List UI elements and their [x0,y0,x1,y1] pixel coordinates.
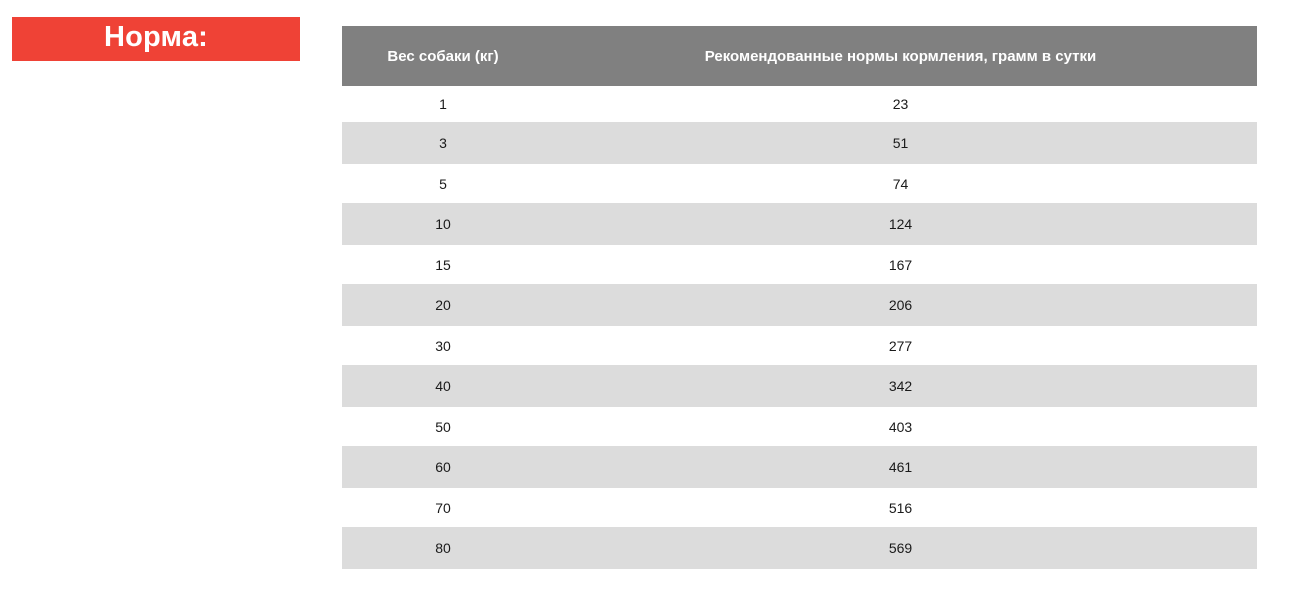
norm-cell: 206 [544,284,1257,326]
table-row [342,164,1257,203]
section-title: Норма: [103,21,209,53]
norm-cell: 569 [544,527,1257,569]
feeding-norms-table [342,26,1257,569]
table-row [342,488,1257,527]
section-title-badge [12,17,300,61]
weight-cell: 20 [342,284,544,326]
table-row [342,284,1257,326]
norm-cell: 51 [544,122,1257,164]
weight-cell: 80 [342,527,544,569]
table-row [342,446,1257,488]
norm-cell: 124 [544,203,1257,245]
weight-cell: 60 [342,446,544,488]
table-row [342,86,1257,122]
weight-cell: 3 [342,122,544,164]
norm-cell: 516 [888,499,913,516]
weight-cell: 1 [439,96,447,112]
norm-cell: 277 [888,337,913,354]
column-header-norm: Рекомендованные нормы кормления, грамм в сутки [544,26,1257,86]
norm-cell: 342 [544,365,1257,407]
norm-cell: 74 [892,175,909,192]
weight-cell: 15 [435,256,451,273]
table-row [342,122,1257,164]
weight-cell: 40 [342,365,544,407]
norm-cell: 461 [544,446,1257,488]
weight-cell: 10 [342,203,544,245]
table-row [342,527,1257,569]
table-row [342,245,1257,284]
table-row [342,203,1257,245]
weight-cell: 70 [435,499,451,516]
weight-cell: 5 [439,175,447,192]
table-row [342,326,1257,365]
norm-cell: 403 [888,418,913,435]
table-header-row [342,26,1257,86]
norm-cell: 23 [892,96,909,112]
table-row [342,365,1257,407]
weight-cell: 50 [435,418,451,435]
table-row [342,407,1257,446]
column-header-weight: Вес собаки (кг) [342,26,544,86]
weight-cell: 30 [435,337,451,354]
norm-cell: 167 [888,256,913,273]
